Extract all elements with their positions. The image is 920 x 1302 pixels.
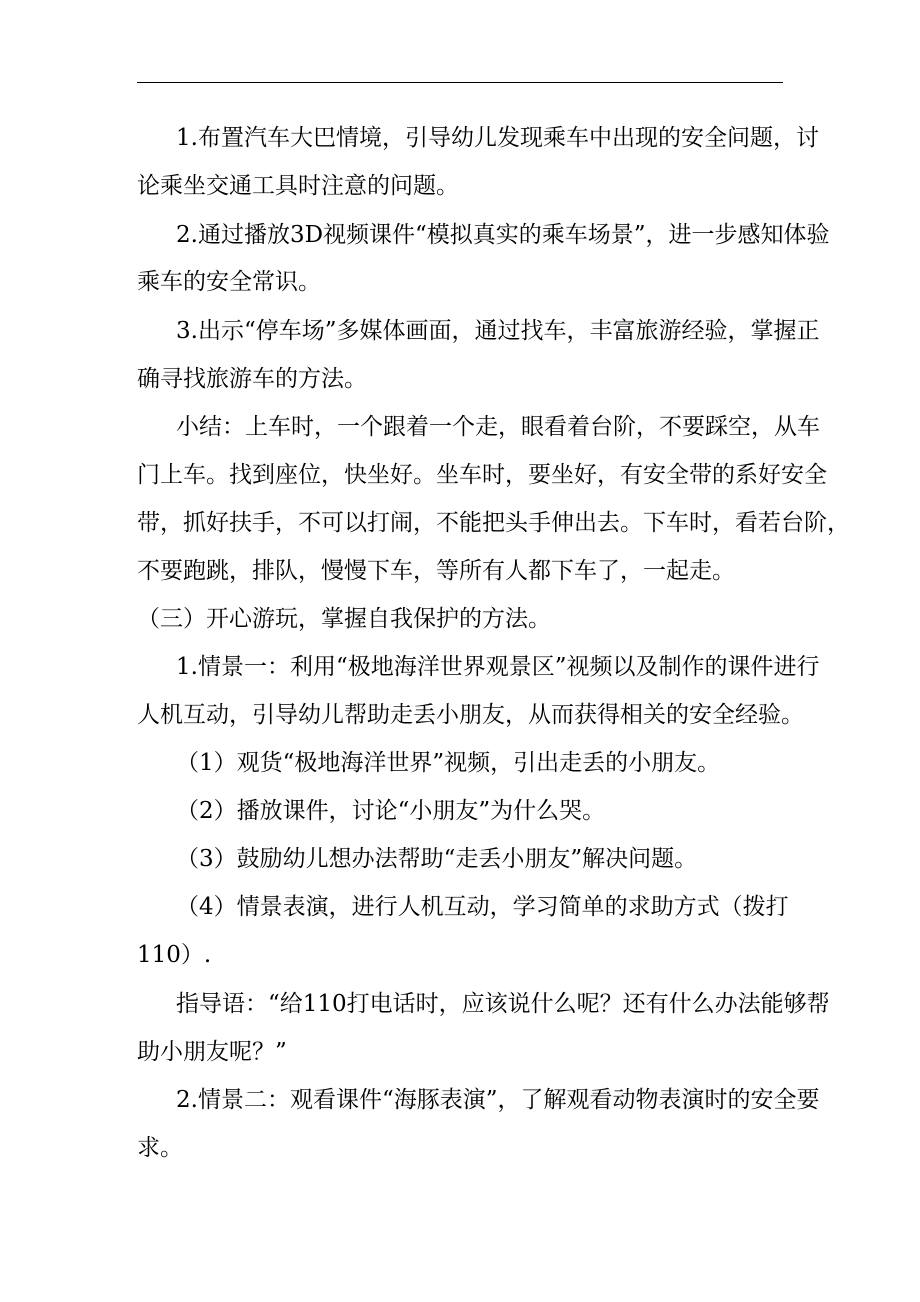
scene-2-line-1: 2.情景二：观看课件“海豚表演”，了解观看动物表演时的安全要 xyxy=(176,1087,820,1113)
summary-line-2: 门上车。找到座位，快坐好。坐车时，要坐好，有安全带的系好安全 xyxy=(137,462,827,488)
paragraph-2-line-2: 乘车的安全常识。 xyxy=(137,269,321,295)
paragraph-1-line-2: 论乘坐交通工具时注意的问题。 xyxy=(137,173,459,199)
step-1: （1）观货“极地海洋世界”视频，引出走丢的小朋友。 xyxy=(176,750,721,776)
section-heading: （三）开心游玩，掌握自我保护的方法。 xyxy=(137,606,551,632)
step-2: （2）播放课件，讨论“小朋友”为什么哭。 xyxy=(176,798,606,824)
summary-line-1: 小结：上车时，一个跟着一个走，眼看着台阶，不要踩空，从车 xyxy=(176,414,820,440)
paragraph-3-line-1: 3.出示“停车场”多媒体画面，通过找车，丰富旅游经验，掌握正 xyxy=(176,318,820,344)
step-4-line-1: （4）情景表演，进行人机互动，学习简单的求助方式（拨打 xyxy=(176,894,789,920)
guidance-line-1: 指导语：“给110打电话时，应该说什么呢？还有什么办法能够帮 xyxy=(176,991,830,1017)
paragraph-2-line-1: 2.通过播放3D视频课件“模拟真实的乘车场景”，进一步感知体验 xyxy=(176,222,830,248)
guidance-line-2: 助小朋友呢？” xyxy=(137,1039,287,1065)
paragraph-3-line-2: 确寻找旅游车的方法。 xyxy=(137,366,367,392)
scene-2-line-2: 求。 xyxy=(137,1135,183,1161)
summary-line-3: 带，抓好扶手，不可以打闹，不能把头手伸出去。下车时，看若台阶， xyxy=(137,510,850,536)
header-rule xyxy=(137,82,783,83)
paragraph-1-line-1: 1.布置汽车大巴情境，引导幼儿发现乘车中出现的安全问题，讨 xyxy=(176,125,819,151)
scene-1-line-1: 1.情景一：利用“极地海洋世界观景区”视频以及制作的课件进行 xyxy=(176,654,820,680)
scene-1-line-2: 人机互动，引导幼儿帮助走丢小朋友，从而获得相关的安全经验。 xyxy=(137,702,804,728)
step-4-line-2: 110）. xyxy=(137,942,212,968)
summary-line-4: 不要跑跳，排队，慢慢下车，等所有人都下车了，一起走。 xyxy=(137,558,735,584)
step-3: （3）鼓励幼儿想办法帮助“走丢小朋友”解决问题。 xyxy=(176,846,698,872)
